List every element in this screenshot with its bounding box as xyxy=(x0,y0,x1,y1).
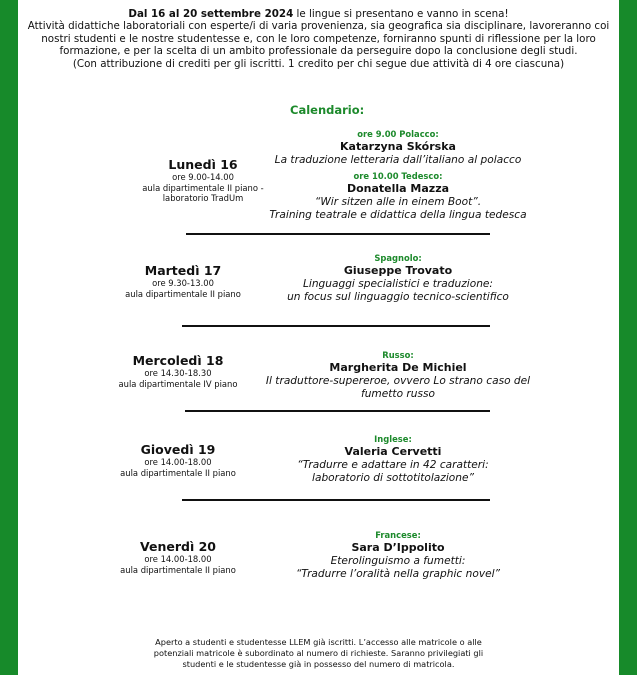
separator-line xyxy=(182,325,490,327)
event-speaker: Sara D’Ippolito xyxy=(351,541,445,554)
day-time: ore 14.30-18.30 xyxy=(144,368,212,378)
event-speaker: Giuseppe Trovato xyxy=(343,264,453,277)
intro-line-5: (Con attribuzione di crediti per gli iscritti. 1 credito per chi segue due attività di 4 ore ciascuna) xyxy=(72,57,565,70)
event-speaker: Valeria Cervetti xyxy=(344,445,442,458)
footer-line-3: studenti e le studentesse già in possesso del numero di matricola. xyxy=(182,658,455,669)
event-title: “Tradurre e adattare in 42 caratteri: xyxy=(297,458,489,471)
event-title: Il traduttore-supereroe, ovvero Lo strano caso del xyxy=(265,374,531,387)
day-name: Giovedì 19 xyxy=(140,442,216,457)
day-time: ore 9.00-14.00 xyxy=(172,172,234,182)
event-spanish xyxy=(258,253,538,304)
day-name: Venerdì 20 xyxy=(140,539,216,554)
event-title: Linguaggi specialistici e traduzione: xyxy=(302,277,494,290)
event-title: “Wir sitzen alle in einem Boot”. xyxy=(314,195,482,208)
intro-line-4: formazione, e per la scelta di un ambito professionale da perseguire dopo la conclusione degli studi. xyxy=(59,45,578,58)
flyer-content xyxy=(18,0,619,675)
day-friday xyxy=(108,539,248,575)
day-name: Lunedì 16 xyxy=(168,157,238,172)
event-german xyxy=(243,171,553,222)
event-language: Francese: xyxy=(375,530,421,540)
intro-line-1-rest: le lingue si presentano e vanno in scena! xyxy=(293,8,509,20)
day-room: aula dipartimentale II piano xyxy=(125,288,241,299)
date-range: Dal 16 al 20 settembre 2024 xyxy=(128,8,294,20)
event-title: Eterolinguismo a fumetti: xyxy=(330,554,466,567)
intro-line-1 xyxy=(18,8,619,20)
event-title-line-2: “Tradurre l’oralità nella graphic novel” xyxy=(295,567,501,580)
day-time: ore 14.00-18.00 xyxy=(144,457,212,467)
intro-paragraph xyxy=(18,8,619,70)
event-language: Inglese: xyxy=(374,434,412,444)
day-room: aula dipartimentale II piano xyxy=(120,564,236,575)
event-english xyxy=(258,434,528,485)
left-green-border xyxy=(0,0,18,675)
separator-line xyxy=(185,410,490,412)
footer-line-1: Aperto a studenti e studentesse LLEM già iscritti. L’accesso alle matricole o alle xyxy=(155,637,482,647)
day-time: ore 9.30-13.00 xyxy=(152,278,214,288)
day-room: aula dipartimentale II piano xyxy=(120,467,236,478)
event-title-line-2: Training teatrale e didattica della lingua tedesca xyxy=(269,208,527,221)
intro-line-2: Attività didattiche laboratoriali con esperte/i di varia provenienza, sia geografica sia disciplinare, lavoreranno coi xyxy=(27,20,610,33)
event-language: Russo: xyxy=(382,350,414,360)
intro-line-3: nostri studenti e le nostre studentesse e, con le loro competenze, forniranno spunti di riflessione per la loro xyxy=(41,32,596,45)
day-room: aula dipartimentale IV piano xyxy=(118,378,238,389)
event-speaker: Katarzyna Skórska xyxy=(340,140,456,153)
right-green-border xyxy=(619,0,637,675)
day-wednesday xyxy=(103,353,253,389)
day-room-detail: laboratorio TradUm xyxy=(162,193,244,204)
event-title-line-2: fumetto russo xyxy=(360,387,436,400)
footer-note xyxy=(18,637,619,669)
event-language: ore 9.00 Polacco: xyxy=(357,129,439,139)
calendar-title: Calendario: xyxy=(290,103,365,117)
day-name: Martedì 17 xyxy=(144,263,222,278)
event-title-line-2: un focus sul linguaggio tecnico-scientifico xyxy=(287,290,509,303)
event-french xyxy=(258,530,538,581)
day-tuesday xyxy=(113,263,253,299)
day-thursday xyxy=(108,442,248,478)
event-language: Spagnolo: xyxy=(374,253,422,263)
day-room: aula dipartimentale II piano - xyxy=(142,182,264,193)
event-polish xyxy=(253,129,543,167)
separator-line xyxy=(186,233,490,235)
day-time: ore 14.00-18.00 xyxy=(144,554,212,564)
event-title: La traduzione letteraria dall’italiano al polacco xyxy=(274,153,522,166)
event-speaker: Donatella Mazza xyxy=(346,182,450,195)
event-title-line-2: laboratorio di sottotitolazione” xyxy=(312,471,474,484)
separator-line xyxy=(182,499,490,501)
event-language: ore 10.00 Tedesco: xyxy=(353,171,443,181)
event-russian xyxy=(258,350,538,401)
day-name: Mercoledì 18 xyxy=(132,353,224,368)
footer-line-2: potenziali matricole è subordinato al numero di richieste. Saranno privilegiati gli xyxy=(153,647,484,658)
event-speaker: Margherita De Michiel xyxy=(329,361,467,374)
